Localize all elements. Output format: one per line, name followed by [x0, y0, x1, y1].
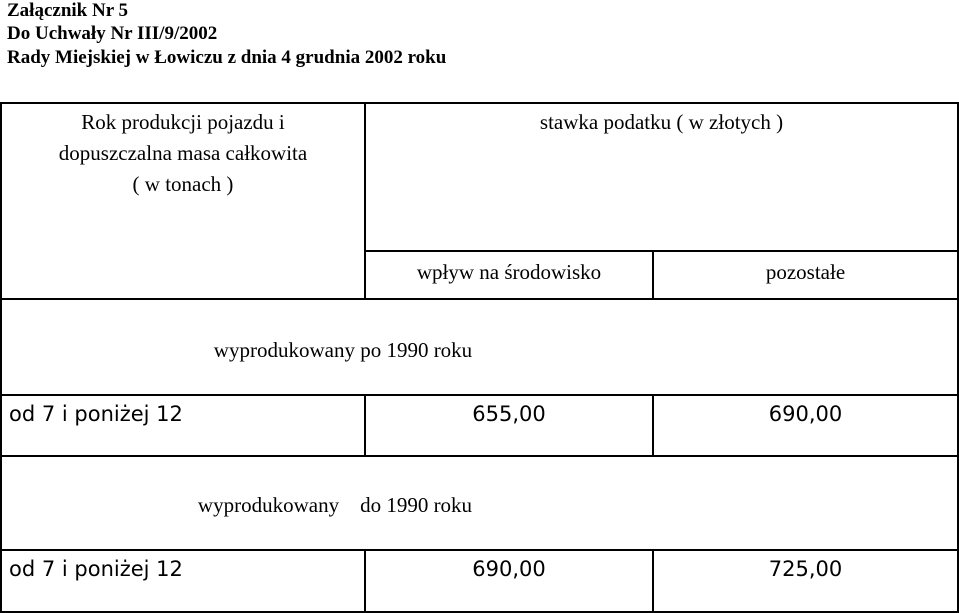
col1-header-line3: ( w tonach ) — [132, 172, 234, 196]
header-bottom-line — [0, 298, 959, 300]
section1-other-rate: 690,00 — [768, 402, 843, 426]
col1-header-line1: Rok produkcji pojazdu i — [81, 110, 285, 134]
table-top-border — [0, 102, 959, 104]
resolution-number: Do Uchwały Nr III/9/2002 — [7, 23, 218, 44]
vehicle-year-mass-header — [2, 107, 364, 200]
section1-weight-range: od 7 i poniżej 12 — [9, 402, 183, 426]
annex-number: Załącznik Nr 5 — [7, 0, 129, 21]
section1-env-rate: 655,00 — [472, 402, 546, 426]
rate-subheader-line — [365, 250, 959, 252]
section2-env-rate: 690,00 — [472, 557, 546, 581]
tax-rate-header: stawka podatku ( w złotych ) — [539, 110, 784, 134]
section2-other-rate: 725,00 — [768, 557, 843, 581]
section1-title-bottom-line — [0, 394, 959, 396]
section-before-1990-title — [2, 487, 668, 523]
environmental-impact-header: wpływ na środowisko — [416, 259, 602, 284]
col1-header-line2: dopuszczalna masa całkowita — [58, 141, 308, 165]
section1-row-bottom-line — [0, 455, 959, 457]
council-date: Rady Miejskiej w Łowiczu z dnia 4 grudnia 2002 roku — [7, 47, 447, 68]
other-header: pozostałe — [765, 259, 846, 284]
section2-title-bottom-line — [0, 549, 959, 551]
section2-title-text: wyprodukowany do 1990 roku — [197, 492, 473, 517]
section2-weight-range: od 7 i poniżej 12 — [9, 557, 183, 581]
section-after-1990-title: wyprodukowany po 1990 roku — [213, 337, 473, 362]
